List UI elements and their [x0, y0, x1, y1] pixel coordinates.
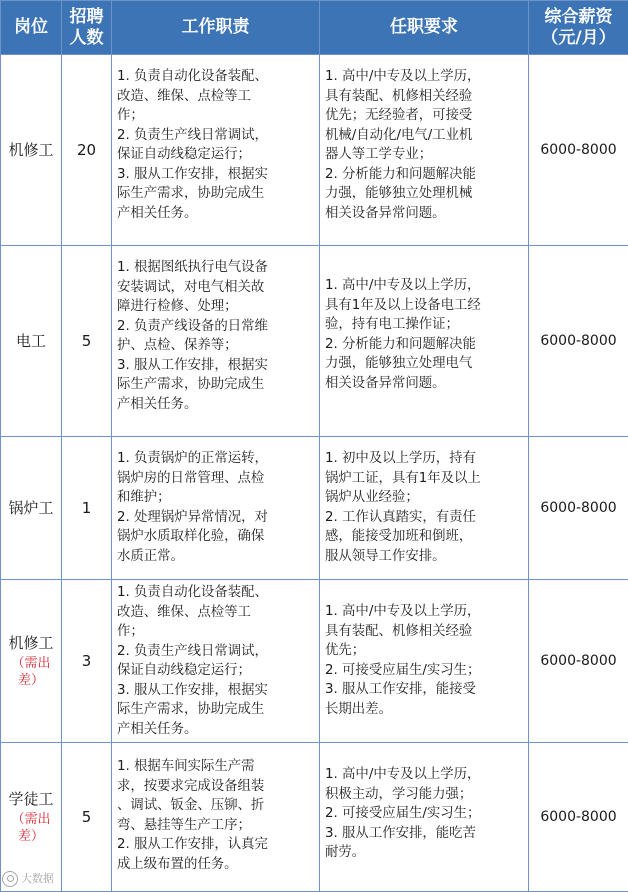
- duties-cell: 1. 根据图纸执行电气设备 安装调试，对电气相关故 障进行检修、处理； 2. 负责产线设备的日常维 护、点检、保养等； 3. 服从工作安排，根据实 际生产需求，协助完成生 产相关任务。: [112, 246, 320, 437]
- position-cell: 机修工 （需出 差）: [1, 580, 62, 743]
- watermark: 大数据: [2, 870, 54, 887]
- position-cell: 电工: [1, 246, 62, 437]
- salary-cell: 6000-8000: [529, 437, 628, 580]
- watermark-logo-icon: [2, 871, 18, 887]
- table-row: [1, 246, 628, 437]
- count-cell: 5: [62, 743, 112, 892]
- duties-cell: 1. 负责锅炉的正常运转， 锅炉房的日常管理、点检 和维护； 2. 处理锅炉异常情况，对 锅炉水质取样化验，确保 水质正常。: [112, 437, 320, 580]
- requirements-cell: 1. 初中及以上学历，持有 锅炉工证，具有1年及以上 锅炉从业经验； 2. 工作认真踏实，有责任 感，能接受加班和倒班， 服从领导工作安排。: [320, 437, 529, 580]
- header-requirements: 任职要求: [320, 1, 529, 55]
- table-row: [1, 580, 628, 743]
- requirements-cell: 1. 高中/中专及以上学历， 具有装配、机修相关经验 优先； 2. 可接受应届生/实习生； 3. 服从工作安排，能接受 长期出差。: [320, 580, 529, 743]
- position-cell: 学徒工 （需出 差）: [1, 743, 62, 892]
- count-cell: 3: [62, 580, 112, 743]
- duties-cell: 1. 负责自动化设备装配、 改造、维保、点检等工 作； 2. 负责生产线日常调试， 保证自动线稳定运行； 3. 服从工作安排，根据实 际生产需求，协助完成生 产相关任务。: [112, 580, 320, 743]
- requirements-cell: 1. 高中/中专及以上学历， 具有1年及以上设备电工经 验，持有电工操作证； 2. 分析能力和问题解决能 力强，能够独立处理电气 相关设备异常问题。: [320, 246, 529, 437]
- salary-cell: 6000-8000: [529, 55, 628, 246]
- requirements-cell: 1. 高中/中专及以上学历， 具有装配、机修相关经验 优先；无经验者，可接受 机械/自动化/电气/工业机 器人等工学专业； 2. 分析能力和问题解决能 力强，能够独立处理机械 相关设备异常问题。: [320, 55, 529, 246]
- salary-cell: 6000-8000: [529, 580, 628, 743]
- header-row: [1, 1, 628, 55]
- travel-note: 差）: [17, 829, 44, 844]
- count-cell: 1: [62, 437, 112, 580]
- duties-cell: 1. 根据车间实际生产需 求，按要求完成设备组装 、调试、钣金、压铆、折 弯、悬挂等生产工序； 2. 服从工作安排，认真完 成上级布置的任务。: [112, 743, 320, 892]
- requirements-cell: 1. 高中/中专及以上学历， 积极主动，学习能力强； 2. 可接受应届生/实习生； 3. 服从工作安排，能吃苦 耐劳。: [320, 743, 529, 892]
- position-cell: 锅炉工: [1, 437, 62, 580]
- count-cell: 20: [62, 55, 112, 246]
- travel-note: （需出: [11, 812, 51, 827]
- duties-cell: 1. 负责自动化设备装配、 改造、维保、点检等工 作； 2. 负责生产线日常调试， 保证自动线稳定运行； 3. 服从工作安排，根据实 际生产需求，协助完成生 产相关任务。: [112, 55, 320, 246]
- header-position: 岗位: [1, 1, 62, 55]
- table-row: [1, 437, 628, 580]
- salary-cell: 6000-8000: [529, 246, 628, 437]
- position-cell: 机修工: [1, 55, 62, 246]
- travel-note: 差）: [17, 673, 44, 688]
- header-duties: 工作职责: [112, 1, 320, 55]
- table-row: [1, 55, 628, 246]
- salary-cell: 6000-8000: [529, 743, 628, 892]
- header-count: 招聘 人数: [62, 1, 112, 55]
- count-cell: 5: [62, 246, 112, 437]
- table-row: [1, 743, 628, 892]
- travel-note: （需出: [11, 656, 51, 671]
- header-salary: 综合薪资 （元/月）: [529, 1, 628, 55]
